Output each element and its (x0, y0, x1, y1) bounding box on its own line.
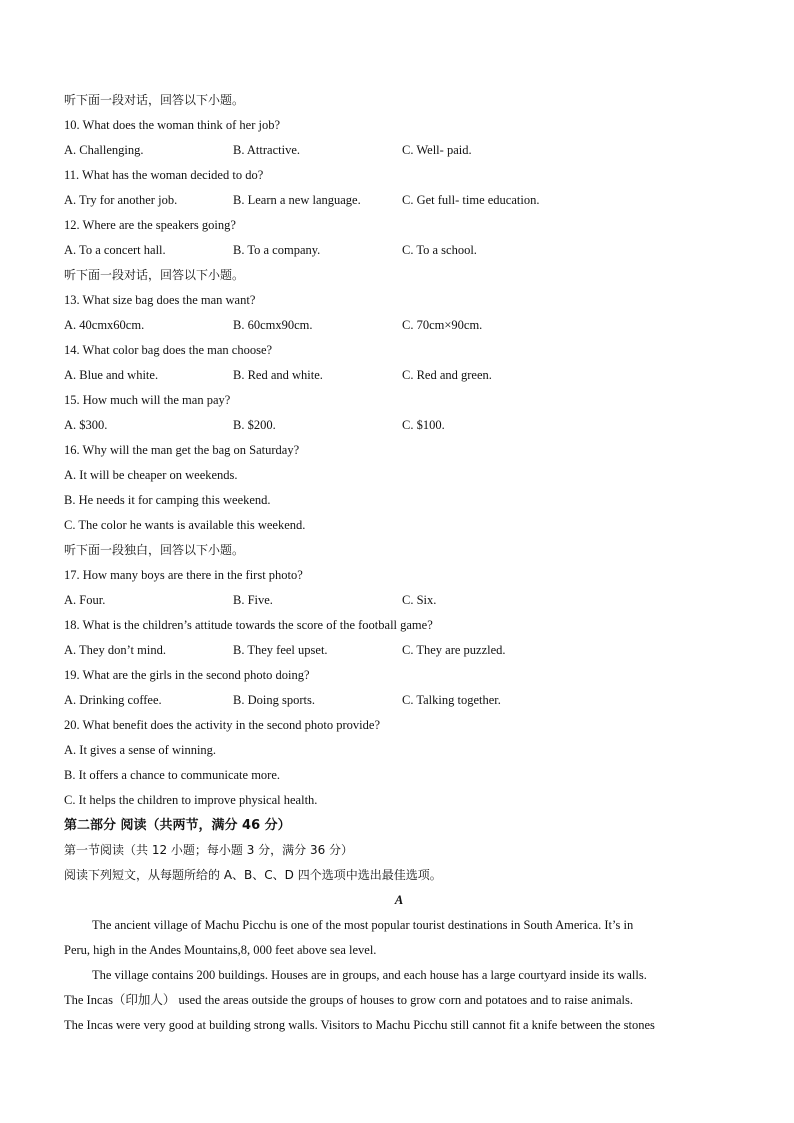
option-14-b: B. Red and white. (233, 368, 323, 382)
option-13-c: C. 70cm×90cm. (402, 318, 483, 332)
question-17: 17. How many boys are there in the first photo? (64, 568, 303, 582)
reading-instruction: 阅读下列短文，从每题所给的 A、B、C、D 四个选项中选出最佳选项。 (64, 868, 442, 882)
question-11: 11. What has the woman decided to do? (64, 168, 264, 182)
question-14: 14. What color bag does the man choose? (64, 343, 273, 357)
option-18-a: A. They don’t mind. (64, 643, 166, 657)
passage-p1-line1: The ancient village of Machu Picchu is one of the most popular tourist destinations in South America. It’s in (92, 918, 634, 932)
option-20-a: A. It gives a sense of winning. (64, 743, 217, 757)
question-20: 20. What benefit does the activity in the second photo provide? (64, 718, 381, 732)
question-13: 13. What size bag does the man want? (64, 293, 256, 307)
options-10 (64, 138, 734, 163)
option-11-b: B. Learn a new language. (233, 193, 361, 207)
question-10: 10. What does the woman think of her job? (64, 118, 281, 132)
option-12-a: A. To a concert hall. (64, 243, 166, 257)
part-2-title: 第二部分 阅读（共两节，满分 46 分） (64, 818, 291, 833)
option-12-c: C. To a school. (402, 243, 477, 257)
option-13-a: A. 40cmx60cm. (64, 318, 145, 332)
passage-p2-line1: The village contains 200 buildings. Houses are in groups, and each house has a large courtyard inside its walls. (92, 968, 647, 982)
options-11 (64, 188, 734, 213)
option-10-b: B. Attractive. (233, 143, 300, 157)
option-15-a: A. $300. (64, 418, 108, 432)
option-19-b: B. Doing sports. (233, 693, 315, 707)
question-15: 15. How much will the man pay? (64, 393, 231, 407)
option-19-c: C. Talking together. (402, 693, 501, 707)
option-18-b: B. They feel upset. (233, 643, 328, 657)
exam-page (64, 88, 734, 1038)
option-15-c: C. $100. (402, 418, 445, 432)
options-17 (64, 588, 734, 613)
options-19 (64, 688, 734, 713)
question-19: 19. What are the girls in the second photo doing? (64, 668, 310, 682)
passage-p2-line2: The Incas（印加人） used the areas outside the groups of houses to grow corn and potatoes and to raise animals. (64, 993, 633, 1007)
option-16-c: C. The color he wants is available this weekend. (64, 518, 306, 532)
options-12 (64, 238, 734, 263)
option-12-b: B. To a company. (233, 243, 321, 257)
passage-p2-line3: The Incas were very good at building strong walls. Visitors to Machu Picchu still cannot fit a knife between the stones (64, 1018, 655, 1032)
options-15 (64, 413, 734, 438)
option-16-b: B. He needs it for camping this weekend. (64, 493, 271, 507)
section-1-title: 第一节阅读（共 12 小题；每小题 3 分，满分 36 分） (64, 843, 354, 857)
option-18-c: C. They are puzzled. (402, 643, 506, 657)
options-14 (64, 363, 734, 388)
option-14-a: A. Blue and white. (64, 368, 159, 382)
options-18 (64, 638, 734, 663)
option-15-b: B. $200. (233, 418, 276, 432)
option-20-b: B. It offers a chance to communicate more. (64, 768, 281, 782)
question-18: 18. What is the children’s attitude towards the score of the football game? (64, 618, 433, 632)
option-16-a: A. It will be cheaper on weekends. (64, 468, 238, 482)
instruction-dialog-2: 听下面一段对话，回答以下小题。 (64, 268, 245, 282)
question-12: 12. Where are the speakers going? (64, 218, 236, 232)
instruction-dialog-1: 听下面一段对话，回答以下小题。 (64, 93, 245, 107)
option-17-a: A. Four. (64, 593, 106, 607)
question-16: 16. Why will the man get the bag on Saturday? (64, 443, 300, 457)
options-13 (64, 313, 734, 338)
option-11-a: A. Try for another job. (64, 193, 178, 207)
option-10-a: A. Challenging. (64, 143, 144, 157)
option-13-b: B. 60cmx90cm. (233, 318, 313, 332)
option-14-c: C. Red and green. (402, 368, 492, 382)
passage-p1-line2: Peru, high in the Andes Mountains,8, 000 feet above sea level. (64, 943, 377, 957)
option-10-c: C. Well- paid. (402, 143, 472, 157)
option-20-c: C. It helps the children to improve physical health. (64, 793, 318, 807)
option-19-a: A. Drinking coffee. (64, 693, 162, 707)
option-17-b: B. Five. (233, 593, 273, 607)
option-11-c: C. Get full- time education. (402, 193, 540, 207)
option-17-c: C. Six. (402, 593, 437, 607)
instruction-monologue: 听下面一段独白，回答以下小题。 (64, 543, 245, 557)
passage-label: A (394, 893, 404, 907)
